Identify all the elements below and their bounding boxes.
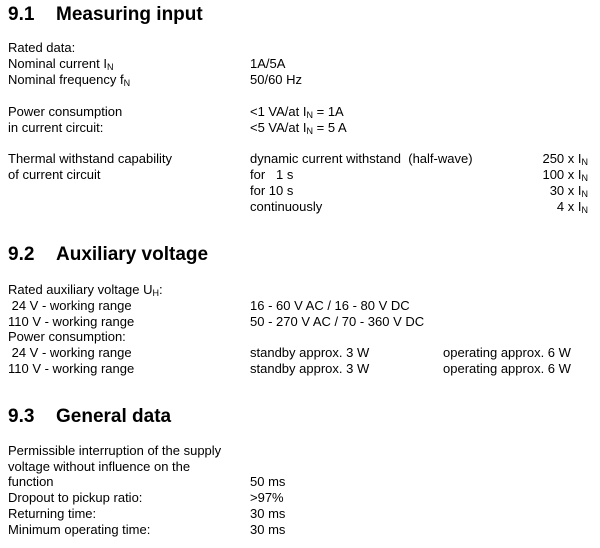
power-1a-pre: <1 VA/at I: [250, 104, 307, 119]
power-consumption-label-line1: Power consumption: [8, 104, 123, 119]
withstand-row-value: [480, 199, 588, 218]
rated-aux-colon: :: [159, 282, 163, 297]
interruption-label-line1: Permissible interruption of the supply: [8, 443, 222, 458]
interruption-label-line3: function: [8, 474, 54, 489]
withstand-value-text: 4 x I: [556, 199, 582, 214]
nominal-current-subscript: N: [106, 62, 114, 72]
power-5a-value: [250, 120, 347, 139]
operating-value: operating approx. 6 W: [443, 361, 571, 376]
heading-general-data: [8, 406, 308, 428]
power-5a-post: = 5 A: [313, 120, 347, 135]
nominal-current-value: 1A/5A: [250, 56, 286, 71]
section-title: Auxiliary voltage: [56, 244, 209, 265]
withstand-row-label: for 1 s: [250, 167, 294, 182]
min-operating-time-value: 30 ms: [250, 522, 286, 537]
rated-aux-subscript: H: [152, 288, 160, 298]
nominal-frequency-value: 50/60 Hz: [250, 72, 303, 87]
withstand-value-text: 250 x I: [542, 151, 582, 166]
thermal-label-line2: of current circuit: [8, 167, 101, 182]
section-number: 9.3: [8, 406, 35, 427]
section-number: 9.1: [8, 4, 35, 25]
nominal-frequency-label: [8, 72, 130, 91]
section-title: Measuring input: [56, 4, 203, 25]
power-consumption-label-line2: in current circuit:: [8, 120, 104, 135]
withstand-value-text: 30 x I: [549, 183, 582, 198]
power-consumption-label: Power consumption:: [8, 329, 126, 344]
interruption-label-line2: voltage without influence on the: [8, 459, 191, 474]
range-value: 50 - 270 V AC / 70 - 360 V DC: [250, 314, 425, 329]
heading-measuring-input: [8, 4, 308, 26]
power-1a-subscript: N: [306, 110, 313, 120]
returning-time-label: Returning time:: [8, 506, 97, 521]
withstand-value-subscript: N: [581, 189, 588, 199]
standby-value: standby approx. 3 W: [250, 361, 370, 376]
withstand-row-label: continuously: [250, 199, 323, 214]
dropout-value: >97%: [250, 490, 284, 505]
dropout-label: Dropout to pickup ratio:: [8, 490, 143, 505]
consumption-label: 110 V - working range: [8, 361, 135, 376]
withstand-row-label: for 10 s: [250, 183, 294, 198]
section-title: General data: [56, 406, 172, 427]
operating-value: operating approx. 6 W: [443, 345, 571, 360]
withstand-value-subscript: N: [581, 173, 588, 183]
range-value: 16 - 60 V AC / 16 - 80 V DC: [250, 298, 410, 313]
range-label: 110 V - working range: [8, 314, 135, 329]
nominal-frequency-text: Nominal frequency f: [8, 72, 124, 87]
power-5a-subscript: N: [306, 126, 313, 136]
nominal-current-text: Nominal current I: [8, 56, 107, 71]
withstand-value-subscript: N: [581, 205, 588, 215]
rated-aux-text: Rated auxiliary voltage U: [8, 282, 153, 297]
standby-value: standby approx. 3 W: [250, 345, 370, 360]
nominal-frequency-subscript: N: [123, 78, 131, 88]
power-1a-post: = 1A: [313, 104, 344, 119]
withstand-value-text: 100 x I: [542, 167, 582, 182]
withstand-row-label: dynamic current withstand (half-wave): [250, 151, 473, 166]
section-number: 9.2: [8, 244, 35, 265]
consumption-label: 24 V - working range: [8, 345, 132, 360]
power-5a-pre: <5 VA/at I: [250, 120, 307, 135]
min-operating-time-label: Minimum operating time:: [8, 522, 151, 537]
thermal-label-line1: Thermal withstand capability: [8, 151, 173, 166]
returning-time-value: 30 ms: [250, 506, 286, 521]
withstand-value-subscript: N: [581, 157, 588, 167]
heading-auxiliary-voltage: [8, 244, 308, 266]
interruption-value: 50 ms: [250, 474, 286, 489]
rated-data-label: Rated data:: [8, 40, 76, 55]
range-label: 24 V - working range: [8, 298, 132, 313]
